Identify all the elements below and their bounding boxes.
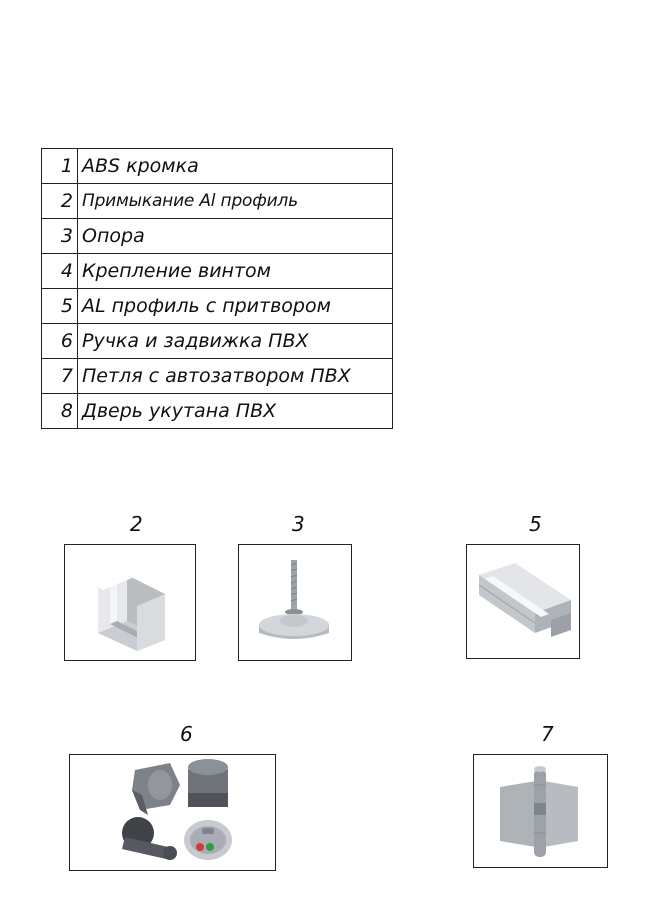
- legend-row-number: 2: [42, 184, 78, 219]
- legend-row-number: 1: [42, 149, 78, 184]
- legend-row: [42, 184, 393, 219]
- figure-6-image: [69, 754, 276, 871]
- figure-caption-5: 5: [529, 512, 542, 536]
- figure-5-image: [466, 544, 580, 659]
- legend-row-number: 6: [42, 324, 78, 359]
- legend-table: [41, 148, 393, 429]
- legend-row-number: 8: [42, 394, 78, 429]
- figure-3-image: [238, 544, 352, 661]
- adjustable-foot-icon: [239, 545, 351, 660]
- legend-row-number: 4: [42, 254, 78, 289]
- u-channel-profile-icon: [65, 545, 195, 660]
- legend-row: [42, 394, 393, 429]
- legend-row-label: Ручка и задвижка ПВХ: [78, 324, 393, 359]
- figure-caption-6: 6: [180, 722, 193, 746]
- rebated-aluminium-profile-icon: [467, 545, 579, 658]
- legend-row-label: Крепление винтом: [78, 254, 393, 289]
- legend-row-label: AL профиль с притвором: [78, 289, 393, 324]
- self-closing-hinge-icon: [474, 755, 607, 867]
- legend-row: [42, 359, 393, 394]
- legend-row-label: Дверь укутана ПВХ: [78, 394, 393, 429]
- figure-2-image: [64, 544, 196, 661]
- legend-row: [42, 149, 393, 184]
- figure-caption-7: 7: [541, 722, 554, 746]
- legend-row-label: Опора: [78, 219, 393, 254]
- legend-row-number: 7: [42, 359, 78, 394]
- legend-row: [42, 254, 393, 289]
- figure-caption-3: 3: [292, 512, 305, 536]
- legend-row-number: 5: [42, 289, 78, 324]
- legend-row: [42, 324, 393, 359]
- figure-caption-2: 2: [130, 512, 143, 536]
- figure-7-image: [473, 754, 608, 868]
- legend-row-label: Примыкание Al профиль: [78, 184, 393, 219]
- legend-row: [42, 219, 393, 254]
- legend-row-number: 3: [42, 219, 78, 254]
- handle-and-latch-icon: [70, 755, 275, 870]
- legend-row-label: ABS кромка: [78, 149, 393, 184]
- legend-row: [42, 289, 393, 324]
- legend-row-label: Петля с автозатвором ПВХ: [78, 359, 393, 394]
